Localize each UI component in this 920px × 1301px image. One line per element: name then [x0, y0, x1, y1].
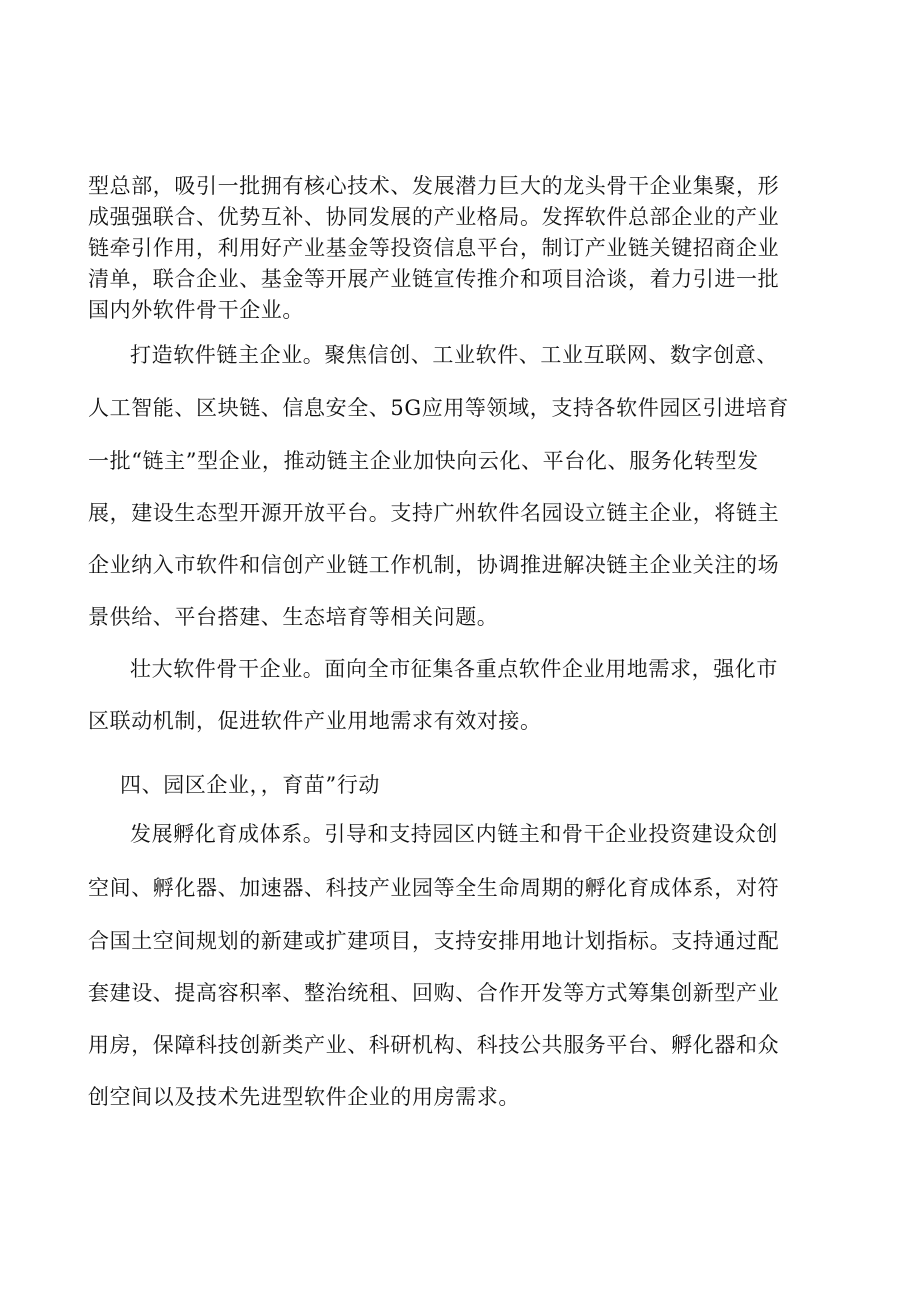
paragraph-4-line-4: 套建设、提高容积率、整治统租、回购、合作开发等方式筹集创新型产业: [88, 981, 780, 1005]
paragraph-3-line-2: 区联动机制，促进软件产业用地需求有效对接。: [88, 709, 542, 733]
paragraph-2-line-2: 人工智能、区块链、信息安全、5G应用等领域，支持各软件园区引进培育: [88, 396, 789, 420]
paragraph-4-line-2: 空间、孵化器、加速器、科技产业园等全生命周期的孵化育成体系，对符: [88, 876, 780, 900]
paragraph-4-line-1: 发展孵化育成体系。引导和支持园区内链主和骨干企业投资建设众创: [130, 822, 778, 846]
paragraph-3-line-1: 壮大软件骨干企业。面向全市征集各重点软件企业用地需求，强化市: [130, 657, 778, 681]
section-heading: 四、园区企业，，育苗”行动: [120, 773, 381, 797]
paragraph-1-line-5: 国内外软件骨干企业。: [88, 298, 304, 322]
paragraph-1-line-2: 成强强联合、优势互补、协同发展的产业格局。发挥软件总部企业的产业: [88, 205, 780, 229]
paragraph-1-line-1: 型总部，吸引一批拥有核心技术、发展潜力巨大的龙头骨干企业集聚，形: [88, 174, 780, 198]
paragraph-4-line-5: 用房，保障科技创新类产业、科研机构、科技公共服务平台、孵化器和众: [88, 1033, 780, 1057]
paragraph-2-line-1: 打造软件链主企业。聚焦信创、工业软件、工业互联网、数字创意、: [130, 343, 778, 367]
paragraph-2-line-3: 一批“链主”型企业，推动链主企业加快向云化、平台化、服务化转型发: [88, 449, 759, 473]
paragraph-4-line-6: 创空间以及技术先进型软件企业的用房需求。: [88, 1085, 520, 1109]
paragraph-2-line-4: 展，建设生态型开源开放平台。支持广州软件名园设立链主企业，将链主: [88, 501, 780, 525]
paragraph-4-line-3: 合国土空间规划的新建或扩建项目，支持安排用地计划指标。支持通过配: [88, 929, 780, 953]
paragraph-1-line-4: 清单，联合企业、基金等开展产业链宣传推介和项目洽谈，着力引进一批: [88, 267, 780, 291]
paragraph-2-line-6: 景供给、平台搭建、生态培育等相关问题。: [88, 605, 499, 629]
paragraph-1-line-3: 链牵引作用，利用好产业基金等投资信息平台，制订产业链关键招商企业: [88, 236, 780, 260]
paragraph-2-line-5: 企业纳入市软件和信创产业链工作机制，协调推进解决链主企业关注的场: [88, 553, 780, 577]
